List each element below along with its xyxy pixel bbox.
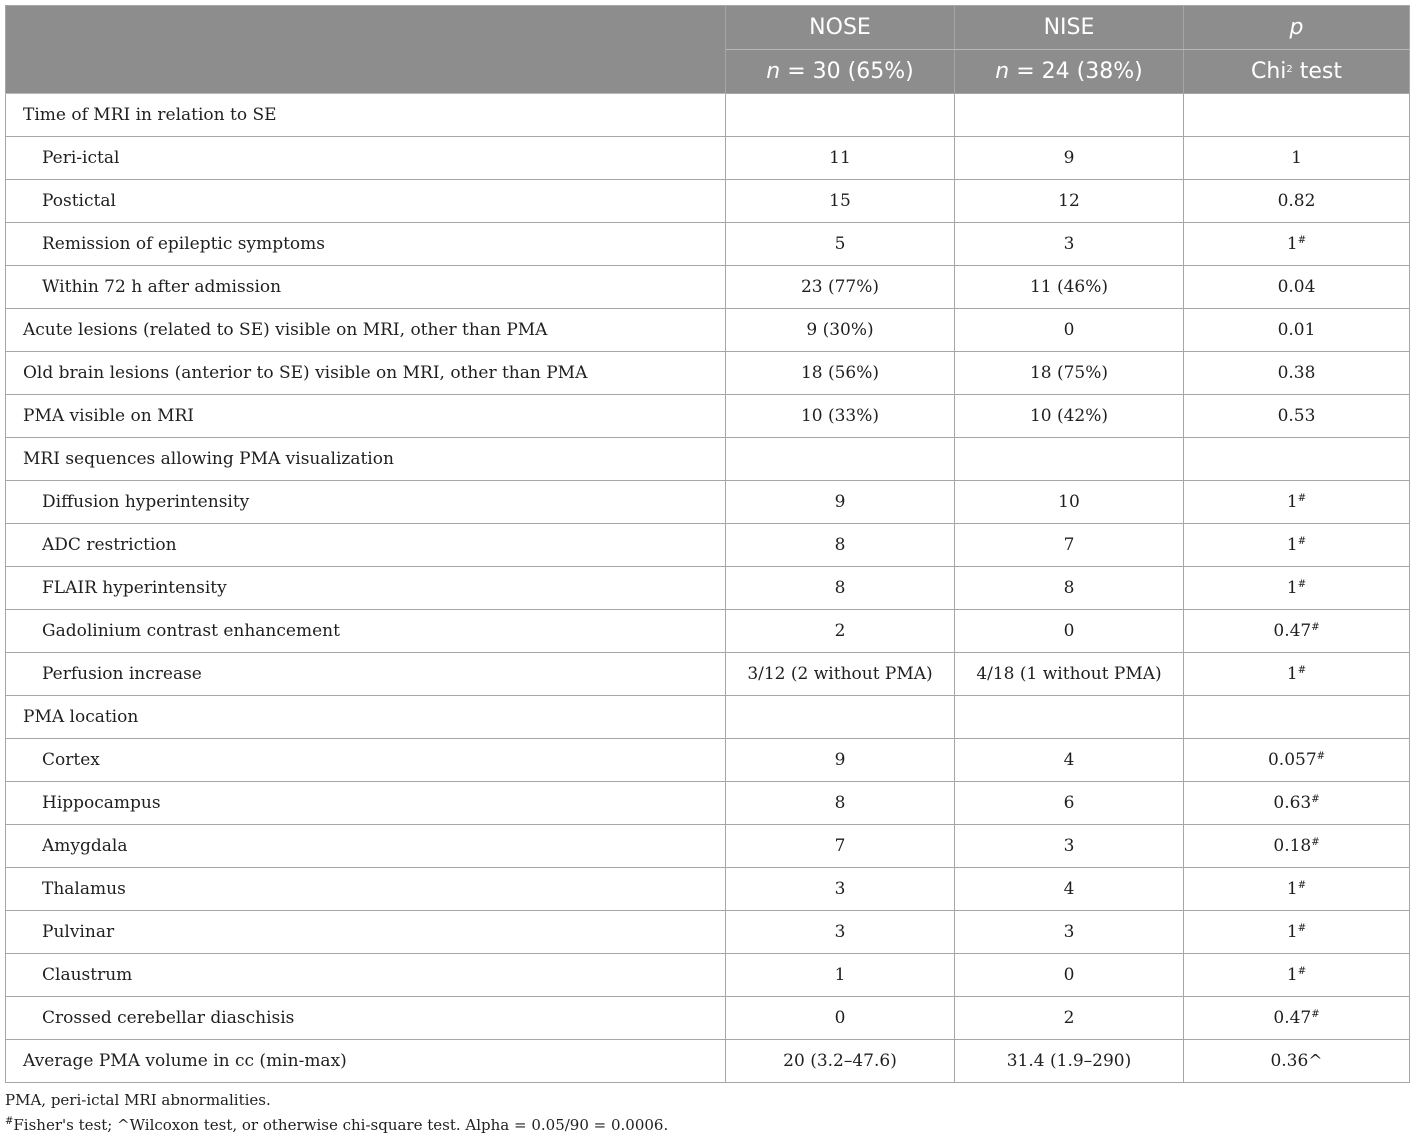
p-value-mark: # — [1297, 966, 1307, 977]
nise-value — [955, 94, 1184, 137]
row-label: Cortex — [6, 739, 726, 782]
row-label: Diffusion hyperintensity — [6, 481, 726, 524]
p-value: 1 — [1286, 664, 1298, 684]
p-value-cell — [1184, 610, 1410, 653]
footnote-fisher-mark: # — [5, 1116, 14, 1127]
table-row — [6, 481, 1410, 524]
header-test-sup: 2 — [1286, 64, 1293, 75]
row-label: Perfusion increase — [6, 653, 726, 696]
p-value-cell — [1184, 567, 1410, 610]
row-label: PMA location — [6, 696, 726, 739]
header-nose-n — [726, 50, 955, 94]
row-label: Crossed cerebellar diaschisis — [6, 997, 726, 1040]
table-row — [6, 653, 1410, 696]
table-row — [6, 997, 1410, 1040]
p-value-mark: # — [1297, 665, 1307, 676]
p-value-cell — [1184, 180, 1410, 223]
p-value: 1 — [1291, 148, 1302, 168]
row-label: Pulvinar — [6, 911, 726, 954]
table-body — [6, 94, 1410, 1083]
row-label: FLAIR hyperintensity — [6, 567, 726, 610]
header-nose-n-var: n — [766, 59, 781, 84]
row-label: Thalamus — [6, 868, 726, 911]
table-row — [6, 739, 1410, 782]
p-value-mark: # — [1316, 751, 1326, 762]
row-label: Time of MRI in relation to SE — [6, 94, 726, 137]
p-value: 1 — [1286, 965, 1298, 985]
table-row — [6, 696, 1410, 739]
p-value: 0.01 — [1277, 320, 1316, 340]
nose-value: 23 (77%) — [726, 266, 955, 309]
p-value-cell — [1184, 911, 1410, 954]
nise-value: 3 — [955, 825, 1184, 868]
nose-value: 8 — [726, 782, 955, 825]
table-row — [6, 524, 1410, 567]
nose-value: 5 — [726, 223, 955, 266]
results-table — [5, 5, 1410, 1083]
row-label: ADC restriction — [6, 524, 726, 567]
p-value-cell — [1184, 223, 1410, 266]
p-value-mark: # — [1311, 1009, 1320, 1020]
p-value-cell — [1184, 954, 1410, 997]
row-label: Peri-ictal — [6, 137, 726, 180]
p-value: 0.53 — [1277, 406, 1316, 426]
nise-value: 3 — [955, 911, 1184, 954]
nose-value — [726, 94, 955, 137]
header-nise: NISE — [955, 6, 1184, 50]
p-value: 0.82 — [1277, 191, 1316, 211]
p-value-mark: # — [1297, 923, 1307, 934]
p-value: 0.04 — [1277, 277, 1316, 297]
nose-value: 8 — [726, 567, 955, 610]
nose-value: 3 — [726, 868, 955, 911]
nise-value: 18 (75%) — [955, 352, 1184, 395]
row-label: Postictal — [6, 180, 726, 223]
row-label: PMA visible on MRI — [6, 395, 726, 438]
table-row — [6, 352, 1410, 395]
nise-value: 4/18 (1 without PMA) — [955, 653, 1184, 696]
table-row — [6, 94, 1410, 137]
nose-value — [726, 438, 955, 481]
table-row — [6, 610, 1410, 653]
nose-value: 0 — [726, 997, 955, 1040]
nose-value: 2 — [726, 610, 955, 653]
p-value-cell — [1184, 997, 1410, 1040]
header-p-symbol: p — [1289, 15, 1304, 40]
nise-value: 0 — [955, 309, 1184, 352]
p-value-cell — [1184, 782, 1410, 825]
table-header — [6, 6, 1410, 94]
p-value: 1 — [1286, 492, 1298, 512]
p-value-mark: # — [1297, 235, 1307, 246]
header-nise-n — [955, 50, 1184, 94]
table-row — [6, 223, 1410, 266]
p-value-cell — [1184, 1040, 1410, 1083]
p-value-cell — [1184, 395, 1410, 438]
nise-value: 10 — [955, 481, 1184, 524]
nise-value: 12 — [955, 180, 1184, 223]
p-value-cell — [1184, 309, 1410, 352]
header-nose-n-value: = 30 (65%) — [780, 59, 914, 84]
table-row — [6, 438, 1410, 481]
row-label: Remission of epileptic symptoms — [6, 223, 726, 266]
footnote-tests — [5, 1116, 1409, 1134]
row-label: Acute lesions (related to SE) visible on MRI, other than PMA — [6, 309, 726, 352]
p-value-cell — [1184, 266, 1410, 309]
header-nise-n-value: = 24 (38%) — [1009, 59, 1143, 84]
nose-value: 8 — [726, 524, 955, 567]
header-test-post: test — [1292, 59, 1343, 84]
p-value-cell — [1184, 137, 1410, 180]
nise-value: 4 — [955, 739, 1184, 782]
row-label: Average PMA volume in cc (min-max) — [6, 1040, 726, 1083]
nise-value: 0 — [955, 954, 1184, 997]
table-row — [6, 1040, 1410, 1083]
nise-value — [955, 438, 1184, 481]
header-nose: NOSE — [726, 6, 955, 50]
nise-value: 10 (42%) — [955, 395, 1184, 438]
row-label: Gadolinium contrast enhancement — [6, 610, 726, 653]
nise-value: 11 (46%) — [955, 266, 1184, 309]
nise-value — [955, 696, 1184, 739]
nise-value: 0 — [955, 610, 1184, 653]
nose-value: 1 — [726, 954, 955, 997]
p-value: 0.47 — [1273, 1008, 1312, 1028]
table-row — [6, 868, 1410, 911]
p-value-mark: # — [1297, 579, 1307, 590]
nose-value: 9 — [726, 739, 955, 782]
row-label: Amygdala — [6, 825, 726, 868]
nose-value: 10 (33%) — [726, 395, 955, 438]
p-value: 0.18 — [1273, 836, 1312, 856]
p-value: 0.63 — [1273, 793, 1312, 813]
nise-value: 3 — [955, 223, 1184, 266]
row-label: Hippocampus — [6, 782, 726, 825]
table-row — [6, 137, 1410, 180]
table-row — [6, 309, 1410, 352]
header-test-pre: Chi — [1250, 59, 1287, 84]
header-nise-n-var: n — [995, 59, 1010, 84]
nose-value: 15 — [726, 180, 955, 223]
nise-value: 31.4 (1.9–290) — [955, 1040, 1184, 1083]
table-row — [6, 782, 1410, 825]
nose-value: 20 (3.2–47.6) — [726, 1040, 955, 1083]
p-value: 0.38 — [1277, 363, 1316, 383]
p-value-cell — [1184, 653, 1410, 696]
p-value-cell — [1184, 481, 1410, 524]
header-blank-cell — [6, 6, 726, 94]
p-value-cell — [1184, 352, 1410, 395]
nise-value: 6 — [955, 782, 1184, 825]
nose-value: 3/12 (2 without PMA) — [726, 653, 955, 696]
nose-value: 3 — [726, 911, 955, 954]
p-value: 0.36^ — [1270, 1051, 1323, 1071]
table-row — [6, 567, 1410, 610]
nise-value: 2 — [955, 997, 1184, 1040]
p-value: 1 — [1286, 234, 1298, 254]
p-value: 1 — [1286, 922, 1298, 942]
p-value-cell — [1184, 438, 1410, 481]
row-label: Old brain lesions (anterior to SE) visible on MRI, other than PMA — [6, 352, 726, 395]
header-test — [1184, 50, 1410, 94]
nose-value: 9 (30%) — [726, 309, 955, 352]
p-value-mark: # — [1311, 622, 1320, 633]
nose-value: 11 — [726, 137, 955, 180]
p-value: 1 — [1286, 879, 1298, 899]
p-value-cell — [1184, 739, 1410, 782]
table-row — [6, 825, 1410, 868]
footnote-tests-text: Fisher's test; ^Wilcoxon test, or otherwise chi-square test. Alpha = 0.05/90 = 0.0006. — [13, 1116, 669, 1134]
p-value-cell — [1184, 868, 1410, 911]
header-p — [1184, 6, 1410, 50]
p-value-mark: # — [1297, 880, 1307, 891]
p-value: 0.47 — [1273, 621, 1312, 641]
table-row — [6, 954, 1410, 997]
nise-value: 7 — [955, 524, 1184, 567]
p-value-mark: # — [1311, 837, 1320, 848]
nose-value: 18 (56%) — [726, 352, 955, 395]
footnote-abbreviation: PMA, peri-ictal MRI abnormalities. — [5, 1091, 271, 1109]
p-value-cell — [1184, 524, 1410, 567]
table-row — [6, 266, 1410, 309]
row-label: MRI sequences allowing PMA visualization — [6, 438, 726, 481]
nise-value: 4 — [955, 868, 1184, 911]
row-label: Claustrum — [6, 954, 726, 997]
p-value-cell — [1184, 825, 1410, 868]
table-row — [6, 180, 1410, 223]
p-value-cell — [1184, 94, 1410, 137]
table-row — [6, 395, 1410, 438]
p-value: 1 — [1286, 578, 1298, 598]
p-value-cell — [1184, 696, 1410, 739]
p-value-mark: # — [1297, 536, 1307, 547]
nise-value: 9 — [955, 137, 1184, 180]
table-row — [6, 911, 1410, 954]
p-value: 0.057 — [1267, 750, 1317, 770]
p-value-mark: # — [1311, 794, 1320, 805]
nise-value: 8 — [955, 567, 1184, 610]
p-value-mark: # — [1297, 493, 1307, 504]
nose-value — [726, 696, 955, 739]
p-value: 1 — [1286, 535, 1298, 555]
row-label: Within 72 h after admission — [6, 266, 726, 309]
nose-value: 7 — [726, 825, 955, 868]
nose-value: 9 — [726, 481, 955, 524]
